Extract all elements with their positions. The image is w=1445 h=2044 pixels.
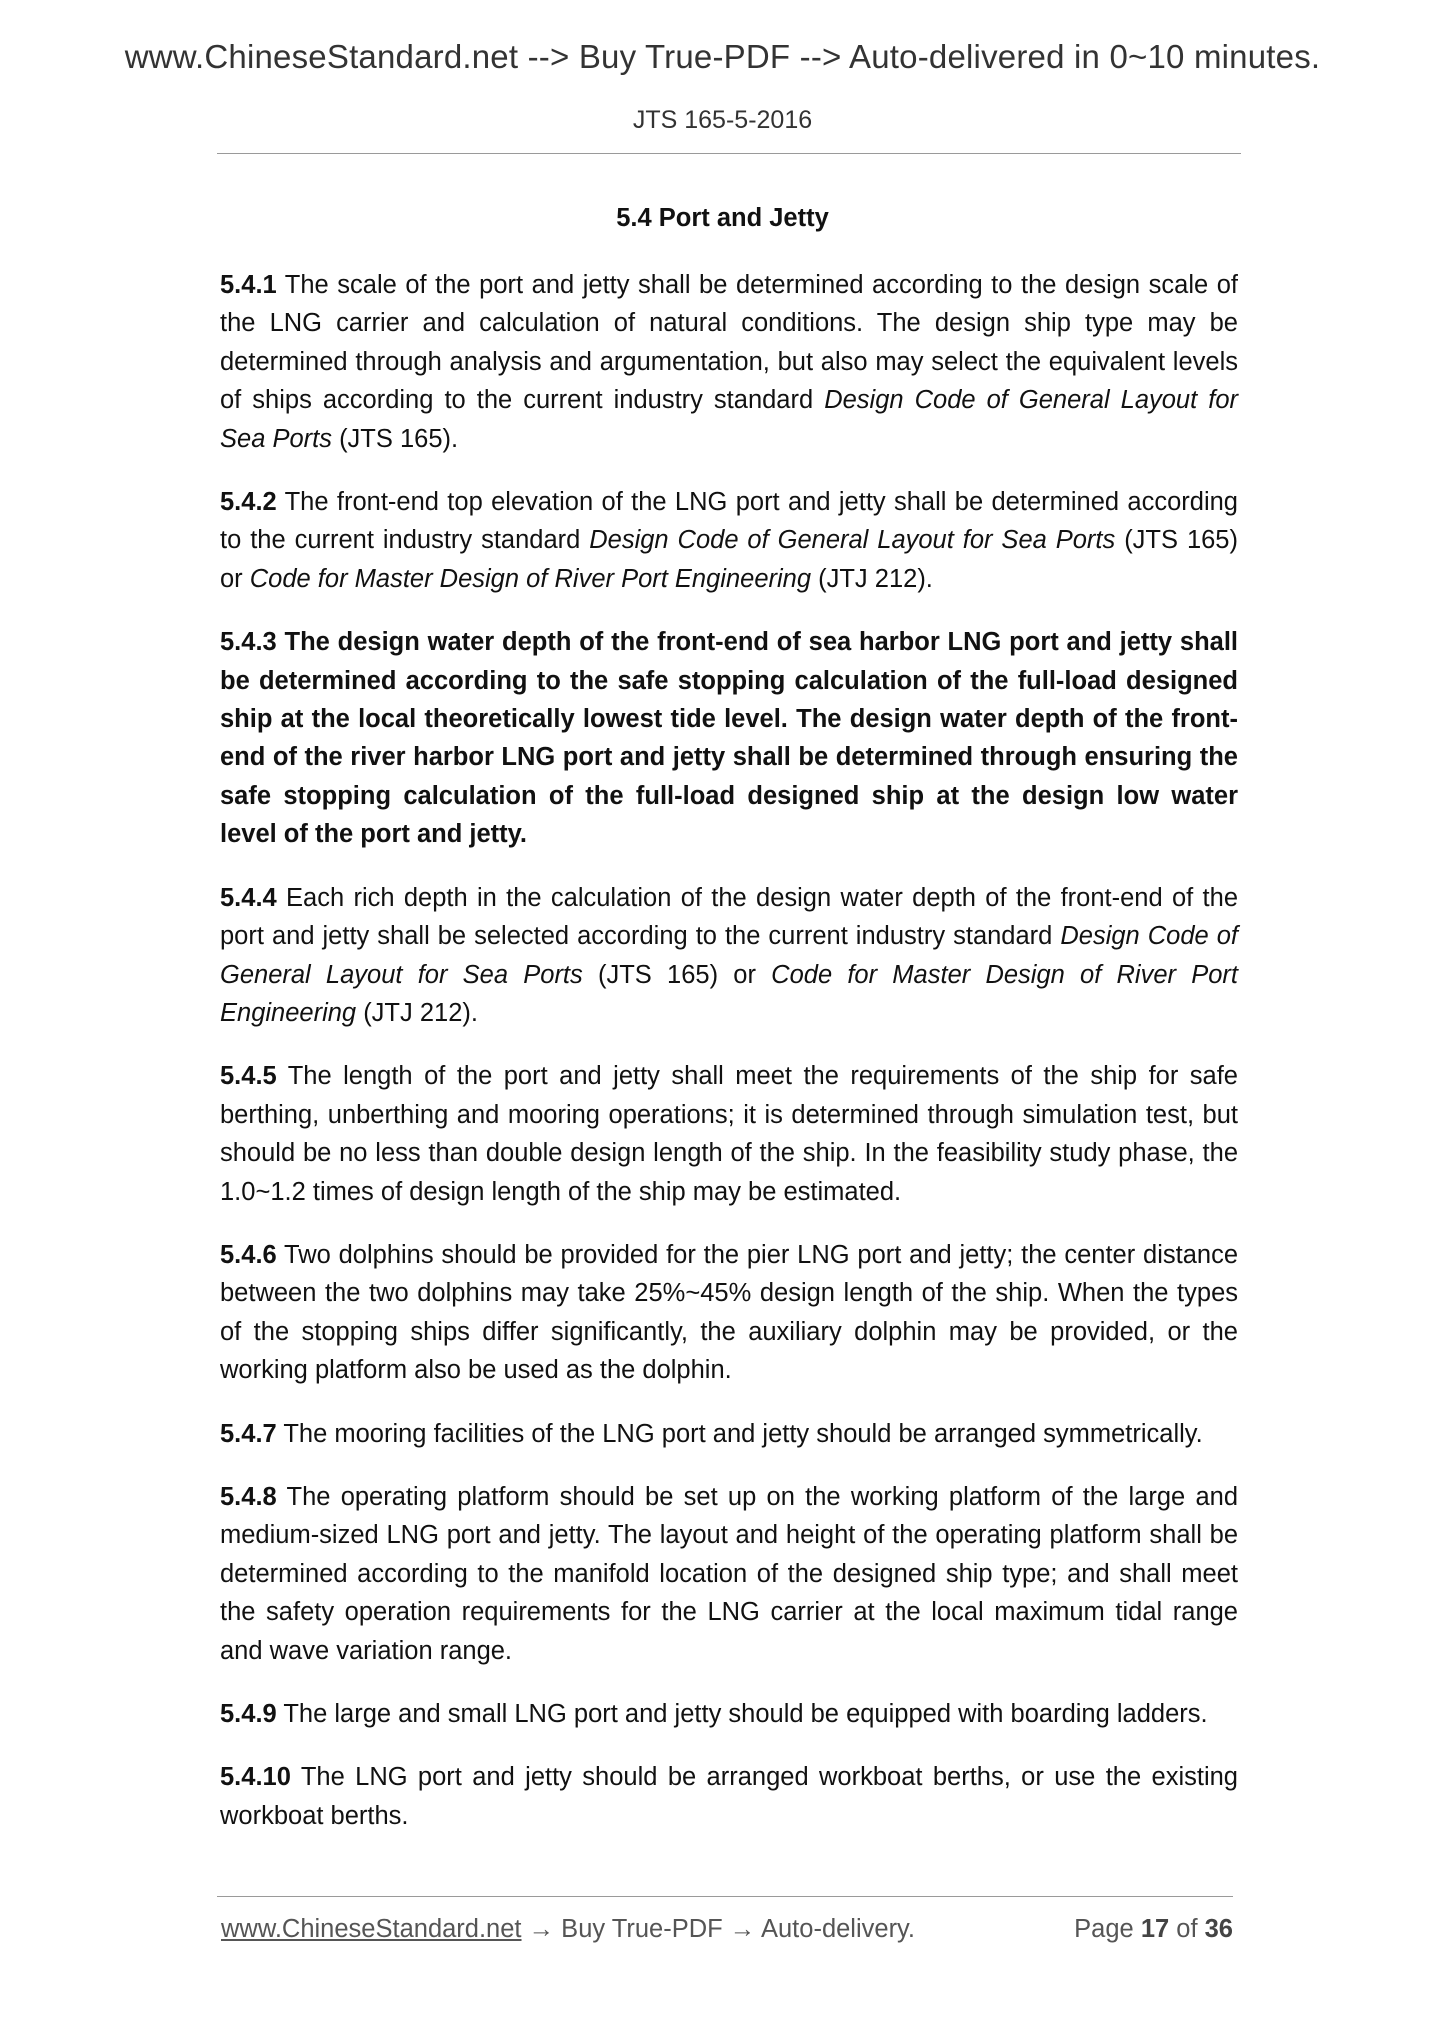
clause-number: 5.4.9: [220, 1700, 277, 1728]
footer-promo-text: → Buy True-PDF → Auto-delivery.: [521, 1915, 915, 1943]
footer-divider: [217, 1896, 1233, 1897]
clause-number: 5.4.4: [220, 883, 277, 912]
clause-number: 5.4.6: [220, 1240, 277, 1269]
clause-number: 5.4.3: [220, 628, 277, 657]
footer-promo: [221, 1915, 915, 1944]
cited-standard-title: Code for Master Design of River Port Engineering: [220, 960, 1238, 1027]
clause-text: The scale of the port and jetty shall be determined according to the design scale of the LNG carrier and calculation of natural conditions. The design ship type may be determined through analysis and argumentation, but also may select the equivalent levels of ships according to the current industry standard: [220, 271, 1238, 415]
clause-5-4-6: [220, 1236, 1238, 1390]
clause-5-4-4: [220, 879, 1238, 1033]
clause-text: (JTJ 212).: [811, 564, 933, 593]
cited-standard-title: Design Code of General Layout for Sea Ports: [589, 526, 1116, 555]
cited-standard-title: Code for Master Design of River Port Engineering: [249, 564, 812, 593]
clause-number: 5.4.8: [220, 1482, 277, 1511]
cited-standard-title: Design Code of General Layout for Sea Ports: [220, 386, 1238, 453]
clause-5-4-8: [220, 1478, 1238, 1670]
clause-text: The large and small LNG port and jetty should be equipped with boarding ladders.: [276, 1700, 1208, 1728]
clause-number: 5.4.2: [220, 488, 277, 517]
header-divider: [217, 153, 1241, 154]
clause-number: 5.4.1: [220, 271, 277, 299]
clause-text: Each rich depth in the calculation of the design water depth of the front-end of the port and jetty shall be selected according to the current industry standard: [220, 883, 1238, 951]
clause-text: The design water depth of the front-end of sea harbor LNG port and jetty shall be determined according to the safe stopping calculation of the full-load designed ship at the local theoretically lowest tide level. The design water depth of the front-end of the river harbor LNG port and jetty shall be determined through ensuring the safe stopping calculation of the full-load designed ship at the design low water level of the port and jetty.: [220, 628, 1238, 849]
document-body: [220, 266, 1238, 1860]
clause-number: 5.4.7: [220, 1419, 277, 1448]
clause-5-4-3: [220, 623, 1238, 853]
clause-text: Two dolphins should be provided for the pier LNG port and jetty; the center distance between the two dolphins may take 25%~45% design length of the ship. When the types of the stopping ships differ significantly, the auxiliary dolphin may be provided, or the working platform also be used as the dolphin.: [220, 1240, 1238, 1385]
site-banner: www.ChineseStandard.net --> Buy True-PDF --> Auto-delivered in 0~10 minutes.: [124, 38, 1321, 75]
page-footer: [221, 1915, 1233, 1955]
clause-text: The length of the port and jetty shall meet the requirements of the ship for safe berthing, unberthing and mooring operations; it is determined through simulation test, but should be no less than double design length of the ship. In the feasibility study phase, the 1.0~1.2 times of design length of the ship may be estimated.: [220, 1062, 1238, 1206]
page-number: [1074, 1915, 1233, 1944]
clause-text: The LNG port and jetty should be arranged workboat berths, or use the existing workboat berths.: [220, 1763, 1238, 1830]
clause-text: (JTS 165) or: [220, 526, 1238, 593]
clause-text: The front-end top elevation of the LNG port and jetty shall be determined according to the current industry standard: [220, 488, 1238, 555]
clause-5-4-5: [220, 1057, 1238, 1211]
clause-5-4-1: [220, 266, 1238, 458]
page-current: 17: [1140, 1915, 1170, 1943]
clause-text: The mooring facilities of the LNG port and jetty should be arranged symmetrically.: [276, 1419, 1203, 1448]
clause-5-4-9: [220, 1695, 1238, 1733]
page-of: of: [1169, 1915, 1205, 1943]
section-title: 5.4 Port and Jetty: [616, 204, 829, 232]
cited-standard-title: Design Code of General Layout for Sea Ports: [220, 922, 1238, 989]
clause-text: (JTJ 212).: [356, 998, 478, 1027]
clause-text: (JTS 165).: [331, 424, 459, 453]
clause-text: (JTS 165) or: [582, 960, 772, 989]
clause-number: 5.4.5: [220, 1062, 277, 1091]
footer-site-link[interactable]: www.ChineseStandard.net: [221, 1915, 522, 1943]
clause-5-4-7: [220, 1415, 1238, 1453]
clause-text: The operating platform should be set up on the working platform of the large and medium-sized LNG port and jetty. The layout and height of the operating platform shall be determined according to the manifold location of the designed ship type; and shall meet the safety operation requirements for the LNG carrier at the local maximum tidal range and wave variation range.: [220, 1482, 1238, 1665]
page-label: Page: [1074, 1915, 1141, 1943]
clause-number: 5.4.10: [220, 1763, 291, 1792]
clause-5-4-2: [220, 483, 1238, 598]
page-total: 36: [1204, 1915, 1233, 1943]
document-code: JTS 165-5-2016: [632, 106, 813, 134]
clause-5-4-10: [220, 1758, 1238, 1835]
